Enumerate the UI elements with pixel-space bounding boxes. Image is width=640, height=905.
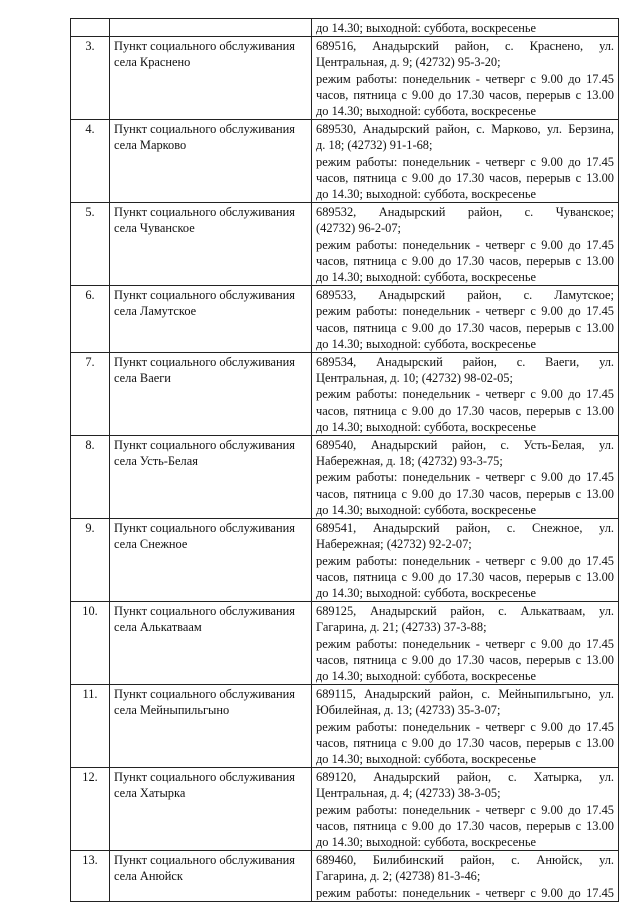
hours-line: режим работы: понедельник - четверг с 9.00 до 17.45 <box>316 470 614 485</box>
hours-line: до 14.30; выходной: суббота, воскресенье <box>316 502 537 517</box>
row-number: 12. <box>71 768 110 851</box>
office-name-cell <box>110 602 312 685</box>
row-number: 5. <box>71 203 110 286</box>
hours-line: до 14.30; выходной: суббота, воскресенье <box>316 187 537 202</box>
office-name-line: села Анюйск <box>114 869 183 884</box>
hours-line: до 14.30; выходной: суббота, воскресенье <box>316 668 537 683</box>
row-number: 11. <box>71 685 110 768</box>
address-line: Центральная, д. 9; (42732) 95-3-20; <box>316 55 501 70</box>
table-row <box>71 37 619 120</box>
office-name-line: Пункт социального обслуживания <box>114 521 295 536</box>
office-name-line: Пункт социального обслуживания <box>114 687 295 702</box>
row-number: 8. <box>71 436 110 519</box>
office-name-line: Пункт социального обслуживания <box>114 770 295 785</box>
address-line: д. 18; (42732) 91-1-68; <box>316 138 433 153</box>
table-body <box>71 19 619 902</box>
address-line: 689125, Анадырский район, с. Алькатваам, ул. <box>316 604 614 619</box>
hours-line: до 14.30; выходной: суббота, воскресенье <box>316 585 537 600</box>
address-hours-cell <box>312 120 619 203</box>
address-line: Набережная, д. 18; (42732) 93-3-75; <box>316 454 503 469</box>
office-name-line: Пункт социального обслуживания <box>114 438 295 453</box>
address-line: 689530, Анадырский район, с. Марково, ул. Берзина, <box>316 122 614 137</box>
address-line: 689120, Анадырский район, с. Хатырка, ул. <box>316 770 614 785</box>
address-line: Гагарина, д. 2; (42738) 81-3-46; <box>316 869 481 884</box>
address-hours-cell <box>312 519 619 602</box>
address-hours-cell <box>312 37 619 120</box>
office-name-cell <box>110 436 312 519</box>
address-line: Центральная, д. 10; (42732) 98-02-05; <box>316 371 513 386</box>
table-row <box>71 286 619 353</box>
hours-line: режим работы: понедельник - четверг с 9.00 до 17.45 <box>316 154 614 169</box>
office-name-line: села Ваеги <box>114 371 171 386</box>
row-number: 6. <box>71 286 110 353</box>
address-line: 689540, Анадырский район, с. Усть-Белая, ул. <box>316 438 614 453</box>
table-row <box>71 685 619 768</box>
address-line: Юбилейная, д. 13; (42733) 35-3-07; <box>316 703 501 718</box>
hours-line: режим работы: понедельник - четверг с 9.00 до 17.45 <box>316 387 614 402</box>
address-line: 689516, Анадырский район, с. Краснено, ул. <box>316 39 614 54</box>
office-name-line: Пункт социального обслуживания <box>114 853 295 868</box>
address-hours-cell <box>312 286 619 353</box>
address-line: Набережная; (42732) 92-2-07; <box>316 537 472 552</box>
hours-line: часов, пятница с 9.00 до 17.30 часов, перерыв с 13.00 <box>316 486 614 501</box>
row-number: 7. <box>71 353 110 436</box>
row-number: 3. <box>71 37 110 120</box>
office-name-line: Пункт социального обслуживания <box>114 288 295 303</box>
table-row <box>71 768 619 851</box>
hours-line: режим работы: понедельник - четверг с 9.00 до 17.45 <box>316 237 614 252</box>
row-number: 13. <box>71 851 110 902</box>
hours-line: до 14.30; выходной: суббота, воскресенье <box>316 270 537 285</box>
hours-line: часов, пятница с 9.00 до 17.30 часов, перерыв с 13.00 <box>316 735 614 750</box>
hours-line: до 14.30; выходной: суббота, воскресенье <box>316 104 537 119</box>
address-line: 689532, Анадырский район, с. Чуванское; <box>316 205 614 220</box>
office-name-cell <box>110 519 312 602</box>
office-name-cell <box>110 768 312 851</box>
office-name-line: села Хатырка <box>114 786 186 801</box>
address-hours-cell <box>312 203 619 286</box>
hours-line: часов, пятница с 9.00 до 17.30 часов, перерыв с 13.00 <box>316 253 614 268</box>
social-service-offices-table <box>70 18 619 902</box>
address-hours-cell <box>312 851 619 902</box>
address-hours-cell <box>312 19 619 37</box>
office-name-line: села Чуванское <box>114 221 195 236</box>
hours-line: до 14.30; выходной: суббота, воскресенье <box>316 21 537 35</box>
hours-line: часов, пятница с 9.00 до 17.30 часов, перерыв с 13.00 <box>316 818 614 833</box>
address-line: 689534, Анадырский район, с. Ваеги, ул. <box>316 355 614 370</box>
hours-line: режим работы: понедельник - четверг с 9.00 до 17.45 <box>316 719 614 734</box>
office-name-cell <box>110 203 312 286</box>
office-name-line: Пункт социального обслуживания <box>114 205 295 220</box>
office-name-cell <box>110 851 312 902</box>
office-name-cell <box>110 37 312 120</box>
table-row <box>71 436 619 519</box>
hours-line: часов, пятница с 9.00 до 17.30 часов, перерыв с 13.00 <box>316 320 614 335</box>
address-hours-cell <box>312 353 619 436</box>
hours-line: часов, пятница с 9.00 до 17.30 часов, перерыв с 13.00 <box>316 170 614 185</box>
office-name-line: села Марково <box>114 138 187 153</box>
table-row-continued <box>71 19 619 37</box>
address-hours-cell <box>312 685 619 768</box>
office-name-line: села Алькатваам <box>114 620 202 635</box>
hours-line: часов, пятница с 9.00 до 17.30 часов, перерыв с 13.00 <box>316 403 614 418</box>
hours-line: режим работы: понедельник - четверг с 9.00 до 17.45 <box>316 885 614 900</box>
table-row <box>71 203 619 286</box>
hours-line: часов, пятница с 9.00 до 17.30 часов, перерыв с 13.00 <box>316 652 614 667</box>
table-row <box>71 353 619 436</box>
table-row <box>71 120 619 203</box>
address-line: Центральная, д. 4; (42733) 38-3-05; <box>316 786 501 801</box>
office-name-line: села Мейныпильгыно <box>114 703 230 718</box>
hours-line: до 14.30; выходной: суббота, воскресенье <box>316 419 537 434</box>
hours-line: режим работы: понедельник - четверг с 9.00 до 17.45 <box>316 636 614 651</box>
office-name-line: Пункт социального обслуживания <box>114 122 295 137</box>
hours-line: режим работы: понедельник - четверг с 9.00 до 17.45 <box>316 304 614 319</box>
office-name-line: села Усть-Белая <box>114 454 198 469</box>
hours-line: режим работы: понедельник - четверг с 9.00 до 17.45 <box>316 553 614 568</box>
office-name-line: Пункт социального обслуживания <box>114 355 295 370</box>
address-hours-cell <box>312 602 619 685</box>
row-number: 4. <box>71 120 110 203</box>
table-row <box>71 602 619 685</box>
office-name-cell <box>110 19 312 37</box>
address-line: (42732) 96-2-07; <box>316 221 401 236</box>
address-hours-cell <box>312 436 619 519</box>
hours-line: режим работы: понедельник - четверг с 9.00 до 17.45 <box>316 802 614 817</box>
office-name-line: Пункт социального обслуживания <box>114 604 295 619</box>
row-number: 10. <box>71 602 110 685</box>
address-hours-cell <box>312 768 619 851</box>
address-line: Гагарина, д. 21; (42733) 37-3-88; <box>316 620 487 635</box>
office-name-line: Пункт социального обслуживания <box>114 39 295 54</box>
row-number: 9. <box>71 519 110 602</box>
address-line: 689541, Анадырский район, с. Снежное, ул. <box>316 521 614 536</box>
hours-line: часов, пятница с 9.00 до 17.30 часов, перерыв с 13.00 <box>316 87 614 102</box>
hours-line: часов, пятница с 9.00 до 17.30 часов, перерыв с 13.00 <box>316 569 614 584</box>
office-name-cell <box>110 120 312 203</box>
address-line: 689460, Билибинский район, с. Анюйск, ул. <box>316 853 614 868</box>
hours-line: до 14.30; выходной: суббота, воскресенье <box>316 336 537 351</box>
table-row <box>71 851 619 902</box>
row-number-cell <box>71 19 110 37</box>
hours-line: до 14.30; выходной: суббота, воскресенье <box>316 834 537 849</box>
office-name-line: села Краснено <box>114 55 191 70</box>
office-name-cell <box>110 353 312 436</box>
office-name-cell <box>110 286 312 353</box>
hours-line: режим работы: понедельник - четверг с 9.00 до 17.45 <box>316 71 614 86</box>
office-name-cell <box>110 685 312 768</box>
office-name-line: села Снежное <box>114 537 188 552</box>
address-line: 689533, Анадырский район, с. Ламутское; <box>316 288 614 303</box>
address-line: 689115, Анадырский район, с. Мейныпильгыно, ул. <box>316 687 614 702</box>
office-name-line: села Ламутское <box>114 304 197 319</box>
table-row <box>71 519 619 602</box>
hours-line: до 14.30; выходной: суббота, воскресенье <box>316 751 537 766</box>
